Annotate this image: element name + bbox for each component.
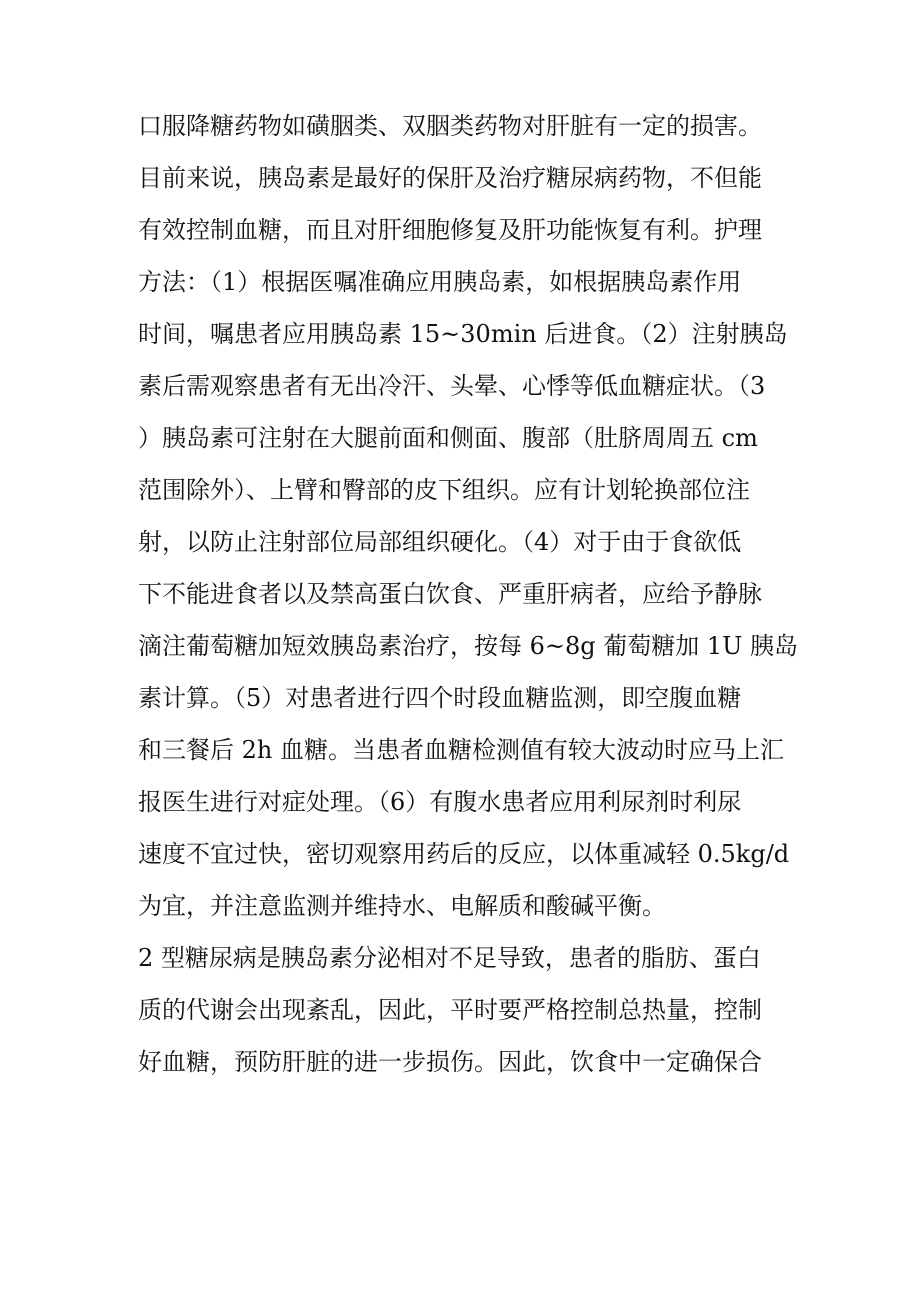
text-line: ）胰岛素可注射在大腿前面和侧面、腹部（肚脐周周五 cm bbox=[138, 424, 758, 452]
text-line: 有效控制血糖，而且对肝细胞修复及肝功能恢复有利。护理 bbox=[138, 216, 762, 244]
text-line: 方法：（1）根据医嘱准确应用胰岛素，如根据胰岛素作用 bbox=[138, 268, 742, 296]
text-line: 素计算。（5）对患者进行四个时段血糖监测，即空腹血糖 bbox=[138, 684, 742, 712]
body-text bbox=[138, 100, 799, 1088]
text-line: 速度不宜过快，密切观察用药后的反应，以体重减轻 0.5kg/d bbox=[138, 840, 790, 868]
text-line: 射，以防止注射部位局部组织硬化。（4）对于由于食欲低 bbox=[138, 528, 742, 556]
text-line: 下不能进食者以及禁高蛋白饮食、严重肝病者，应给予静脉 bbox=[138, 580, 762, 608]
text-line: 目前来说，胰岛素是最好的保肝及治疗糖尿病药物，不但能 bbox=[138, 164, 762, 192]
text-line: 口服降糖药物如磺胭类、双胭类药物对肝脏有一定的损害。 bbox=[138, 112, 762, 140]
text-line: 素后需观察患者有无出冷汗、头晕、心悸等低血糖症状。（3 bbox=[138, 372, 766, 400]
text-line: 报医生进行对症处理。（6）有腹水患者应用利尿剂时利尿 bbox=[138, 788, 742, 816]
text-line: 范围除外）、上臂和臀部的皮下组织。应有计划轮换部位注 bbox=[138, 476, 750, 504]
text-line: 好血糖，预防肝脏的进一步损伤。因此，饮食中一定确保合 bbox=[138, 1048, 762, 1076]
text-line: 2 型糖尿病是胰岛素分泌相对不足导致，患者的脂肪、蛋白 bbox=[138, 944, 761, 972]
text-line: 质的代谢会出现紊乱，因此，平时要严格控制总热量，控制 bbox=[138, 996, 762, 1024]
text-line: 为宜，并注意监测并维持水、电解质和酸碱平衡。 bbox=[138, 892, 666, 920]
text-line: 和三餐后 2h 血糖。当患者血糖检测值有较大波动时应马上汇 bbox=[138, 736, 784, 764]
text-line: 滴注葡萄糖加短效胰岛素治疗，按每 6~8g 葡萄糖加 1U 胰岛 bbox=[138, 632, 799, 660]
text-line: 时间，嘱患者应用胰岛素 15~30min 后进食。（2）注射胰岛 bbox=[138, 320, 788, 348]
